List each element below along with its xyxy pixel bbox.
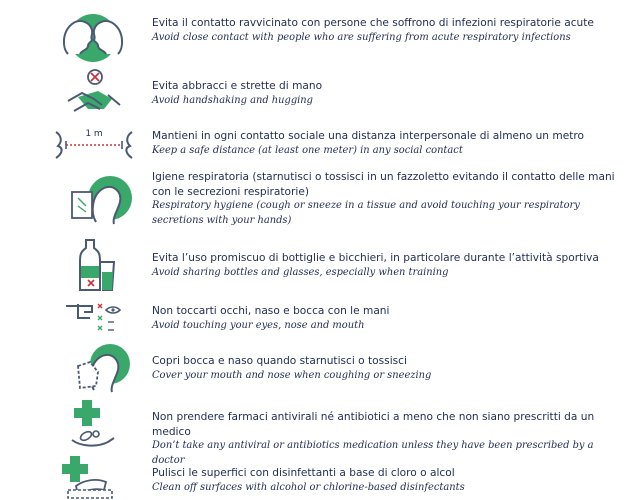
guideline-italian: Evita abbracci e strette di mano: [152, 80, 323, 92]
guideline-english: Don’t take any antiviral or antibiotics medication unless they have been prescribed by a doctor: [152, 440, 594, 466]
guideline-italian: Mantieni in ogni contatto sociale una distanza interpersonale di almeno un metro: [152, 130, 584, 142]
guideline-english: Avoid handshaking and hugging: [152, 94, 313, 106]
guideline-english: Avoid touching your eyes, nose and mouth: [152, 319, 365, 331]
medication-icon: [48, 396, 138, 456]
guideline-italian: Evita l’uso promiscuo di bottiglie e bicchieri, in particolare durante l’attività sportiva: [152, 252, 599, 264]
guideline-italian: Pulisci le superfici con disinfettanti a base di cloro o alcol: [152, 467, 455, 479]
guideline-italian: Non toccarti occhi, naso e bocca con le mani: [152, 305, 390, 317]
guideline-english: Clean off surfaces with alcohol or chlorine-based disinfectants: [152, 481, 465, 493]
guideline-english: Avoid close contact with people who are suffering from acute respiratory infections: [152, 31, 571, 43]
guideline-english: Keep a safe distance (at least one meter) in any social contact: [152, 144, 463, 156]
distance-icon: [46, 118, 142, 178]
guideline-italian: Igiene respiratoria (starnutisci o tossisci in un fazzoletto evitando il contatto delle mani con le secrezioni respiratorie): [152, 171, 615, 198]
guideline-english: Avoid sharing bottles and glasses, especially when training: [152, 266, 449, 278]
distance-label: 1 m: [85, 129, 103, 139]
guideline-italian: Non prendere farmaci antivirali né antibiotici a meno che non siano prescritti da un medico: [152, 411, 595, 438]
face-to-face-icon: [48, 6, 138, 66]
guideline-italian: Evita il contatto ravvicinato con persone che soffrono di infezioni respiratorie acute: [152, 17, 594, 29]
no-handshake-icon: [48, 65, 138, 125]
bottle-glass-icon: [48, 236, 138, 296]
guideline-english: Cover your mouth and nose when coughing or sneezing: [152, 369, 432, 381]
tissue-sneeze-icon: [48, 172, 138, 232]
guideline-english: Respiratory hygiene (cough or sneeze in a tissue and avoid touching your respiratory secretions with your hands): [152, 200, 580, 226]
cover-mouth-icon: [48, 340, 138, 400]
disinfect-surface-icon: [48, 452, 138, 500]
guideline-italian: Copri bocca e naso quando starnutisci o tossisci: [152, 355, 407, 367]
